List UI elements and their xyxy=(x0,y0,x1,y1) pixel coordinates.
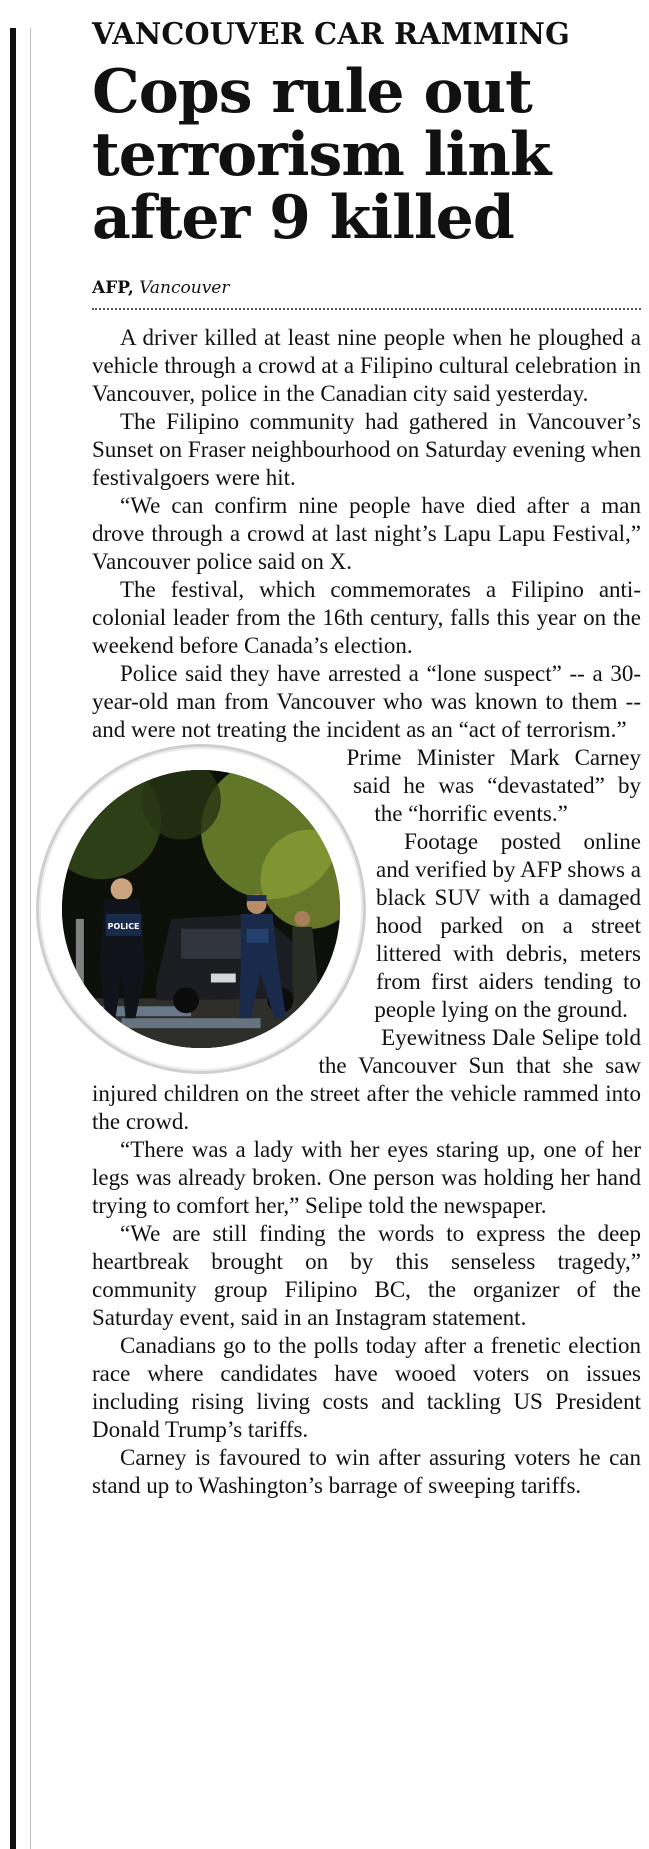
photo-scene xyxy=(62,770,340,1048)
police-scene-illustration xyxy=(62,770,340,1048)
body-paragraph: Eyewitness Dale Selipe told the Vancouver Sun that she saw injured children on the street after the vehicle rammed into the crowd. xyxy=(92,1025,641,1134)
body-paragraph: “There was a lady with her eyes staring up, one of her legs was already broken. One person was holding her hand trying to comfort her,” Selipe told the newspaper. xyxy=(92,1137,641,1218)
news-article xyxy=(92,18,641,1500)
article-body xyxy=(92,324,641,1500)
body-paragraph: Police said they have arrested a “lone suspect” -- a 30-year-old man from Vancouver who was known to them -- and were not treating the incident as an “act of terrorism.” xyxy=(92,661,641,742)
byline-agency: AFP, xyxy=(92,278,134,298)
article-kicker: VANCOUVER CAR RAMMING xyxy=(92,17,570,52)
body-paragraph: Prime Minister Mark Carney said he was “devastated” by the “horrific events.” xyxy=(346,745,641,826)
article-headline: Cops rule out terrorism link after 9 killed xyxy=(92,57,551,253)
left-column-hairline xyxy=(30,28,31,1849)
left-column-rule xyxy=(10,28,16,1849)
body-paragraph: Footage posted online and verified by AFP shows a black SUV with a damaged hood parked on a street littered with debris, meters from first aiders tending to people lying on the ground. xyxy=(374,829,641,1022)
body-paragraph: The Filipino community had gathered in Vancouver’s Sunset on Fraser neighbourhood on Saturday evening when festivalgoers were hit. xyxy=(92,409,641,490)
body-paragraph: A driver killed at least nine people when he ploughed a vehicle through a crowd at a Filipino cultural celebration in Vancouver, police in the Canadian city said yesterday. xyxy=(92,325,641,406)
byline-place: Vancouver xyxy=(139,278,230,298)
body-paragraph: The festival, which commemorates a Filipino anti-colonial leader from the 16th century, falls this year on the weekend before Canada’s election. xyxy=(92,577,641,658)
body-paragraph: Carney is favoured to win after assuring voters he can stand up to Washington’s barrage of sweeping tariffs. xyxy=(92,1445,641,1498)
body-paragraph: Canadians go to the polls today after a frenetic election race where candidates have wooed voters on issues including rising living costs and tackling US President Donald Trump’s tariffs. xyxy=(92,1333,641,1442)
police-vest-label: POLICE xyxy=(107,921,140,931)
article-photo xyxy=(36,744,366,1074)
article-byline xyxy=(92,278,641,310)
body-paragraph: “We can confirm nine people have died after a man drove through a crowd at last night’s Lapu Lapu Festival,” Vancouver police said on X. xyxy=(92,493,641,574)
body-paragraph: “We are still finding the words to express the deep heartbreak brought on by this senseless tragedy,” community group Filipino BC, the organizer of the Saturday event, said in an Instagram statement. xyxy=(92,1221,641,1330)
